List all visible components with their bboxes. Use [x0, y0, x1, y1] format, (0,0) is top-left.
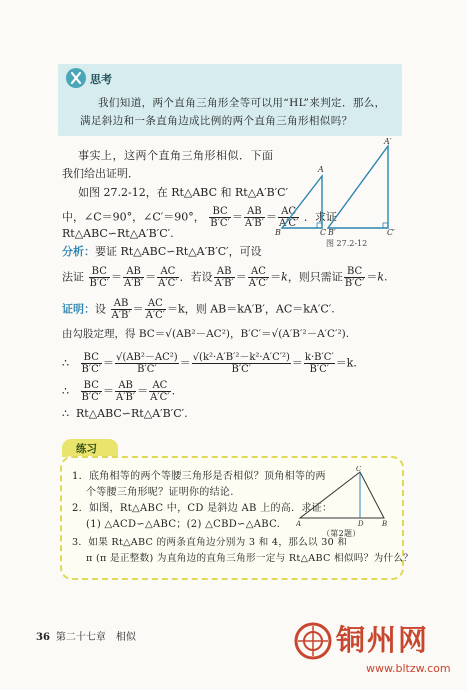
exercise-line: 个等腰三角形呢？证明你的结论.: [86, 487, 234, 498]
fraction: $\frac{AC}{A'C'}$: [145, 298, 166, 321]
proof-line: ∴ $\frac{BC}{B'C'}$ ＝ $\frac{AB}{A'B'}$ ＝ $\frac{AC}{A'C'}$ .: [62, 380, 176, 403]
exercise-line: 2．如图，Rt△ABC 中，CD 是斜边 AB 上的高．求证：: [72, 503, 333, 514]
proof-text: 设: [95, 302, 106, 316]
equals: ＝: [132, 302, 144, 316]
body-line: 我们给出证明．: [62, 167, 139, 180]
label-C1: C′: [387, 228, 395, 236]
fraction: $\frac{AC}{A'C'}$: [150, 380, 170, 403]
equals: ＝: [103, 384, 115, 398]
proof-label: 证明：: [62, 302, 95, 316]
fraction: $\frac{BC}{B'C'}$: [81, 380, 102, 403]
label-A: A: [296, 520, 302, 528]
fraction: $\frac{\text{√(k²·A′B′²－k²·A′C′²)}}{B'C'}$: [192, 352, 290, 375]
analysis-text: ．若设: [179, 270, 213, 284]
label-A: A: [318, 165, 324, 174]
equals: ＝: [270, 270, 282, 284]
page-footer: [36, 628, 136, 643]
proof-text: Rt△ABC∽Rt△A′B′C′.: [76, 407, 188, 420]
think-box: [58, 64, 402, 136]
exercise-figure-caption: （第2题）: [322, 529, 361, 538]
proof-text: ＝k，则 AB＝kA′B′，AC＝kA′C′.: [167, 302, 335, 316]
exercise-tab: [62, 439, 118, 457]
analysis-text: 要证 Rt△ABC∽Rt△A′B′C′，可设: [95, 245, 262, 258]
equals: ＝: [366, 270, 378, 284]
think-icon: [66, 68, 86, 88]
fraction: $\frac{AC}{A'C'}$: [248, 266, 269, 289]
analysis-text: ，则只需证: [287, 270, 343, 284]
exercise-title: 练习: [76, 443, 97, 455]
exercise-line: (1) △ACD∽△ABC；(2) △CBD∽△ABC.: [86, 519, 281, 530]
equals: ＝: [235, 270, 247, 284]
fraction: $\frac{BC}{B'C'}$: [81, 352, 102, 375]
fraction: $\frac{k\cdot B'C'}{B'C'}$: [304, 352, 334, 375]
equals: ＝: [111, 270, 123, 284]
fraction: $\frac{\text{√(AB²－AC²)}}{B'C'}$: [116, 352, 178, 375]
analysis-line: 法证 $\frac{BC}{B'C'}$ ＝ $\frac{AB}{A'B'}$ ＝ $\frac{AC}{A'C'}$ ．若设 $\frac{AB}{A'B'}$ ＝ $\frac{AC}{A'C'}$ ＝k，则只需证 $\frac{BC}{B'C'}$ ＝k.: [62, 266, 388, 289]
body-line: Rt△ABC∽Rt△A′B′C′.: [62, 227, 174, 240]
body-line: 如图 27.2-12，在 Rt△ABC 和 Rt△A′B′C′: [78, 186, 289, 199]
analysis-text: 法证: [62, 270, 84, 284]
body-text: ．求证: [303, 210, 337, 224]
equals: ＝: [103, 356, 115, 370]
fraction: $\frac{BC}{B'C'}$: [89, 266, 110, 289]
equals: ＝: [231, 210, 243, 224]
exercise-line: π (π 是正整数) 为直角边的直角三角形一定与 Rt△ABC 相似吗？为什么？: [86, 553, 414, 564]
think-title: 思考: [90, 73, 112, 86]
analysis-line: [62, 244, 262, 260]
triangle-figure: [270, 136, 420, 236]
fraction: $\frac{AB}{A'B'}$: [116, 380, 136, 403]
equals: ＝: [137, 384, 149, 398]
equals: ＝: [291, 356, 303, 370]
fraction: $\frac{AB}{A'B'}$: [214, 266, 234, 289]
label-B: B: [382, 520, 388, 528]
proof-line: [62, 298, 335, 321]
fraction: $\frac{AC}{A'C'}$: [158, 266, 178, 289]
watermark-name: 铜州网: [336, 623, 430, 657]
proof-line: 由勾股定理，得 BC＝√(AB²－AC²)，B′C′＝√(A′B′²－A′C′²).: [62, 328, 350, 340]
watermark-logo-icon: [294, 622, 332, 660]
proof-line: [62, 352, 357, 375]
label-D: D: [358, 520, 364, 528]
fraction: $\frac{AB}{A'B'}$: [111, 298, 131, 321]
equals: ＝: [265, 210, 277, 224]
fraction: $\frac{AB}{A'B'}$: [124, 266, 144, 289]
fraction: $\frac{BC}{B'C'}$: [344, 266, 365, 289]
exercise-figure: [296, 466, 396, 528]
figure-caption: 图 27.2-12: [326, 239, 368, 248]
fraction: $\frac{BC}{B'C'}$: [210, 206, 230, 229]
k-symbol: k: [281, 270, 288, 284]
page-number: 36: [36, 632, 50, 643]
chapter-title: 第二十七章 相似: [55, 632, 136, 643]
label-B: B: [275, 228, 281, 236]
therefore-symbol: ∴: [62, 384, 69, 398]
watermark-url: www.bltzw.com: [366, 662, 451, 675]
equals: ＝: [145, 270, 157, 284]
watermark: [292, 618, 462, 684]
equals: ＝: [179, 356, 191, 370]
fraction: $\frac{AB}{A'B'}$: [244, 206, 264, 229]
label-C: C: [356, 466, 362, 473]
k-symbol: k: [377, 270, 385, 284]
label-C: C: [320, 228, 327, 236]
therefore-symbol: ∴: [62, 356, 69, 370]
proof-line: [62, 406, 188, 422]
think-text: 我们知道，两个直角三角形全等可以用“HL”来判定．那么，满足斜边和一条直角边成比例的两个直角三角形相似吗？: [80, 97, 386, 127]
body-line: 事实上，这两个直角三角形相似．下面: [78, 149, 274, 162]
fraction: $\frac{AC}{A'C'}$: [278, 206, 299, 229]
body-text: 中，∠C＝90°，∠C′＝90°，: [62, 210, 205, 224]
exercise-line: 1．底角相等的两个等腰三角形是否相似？顶角相等的两: [72, 471, 326, 482]
proof-text: ＝k.: [335, 356, 357, 370]
label-B1: B′: [328, 228, 336, 236]
analysis-label: 分析：: [62, 245, 95, 258]
exercise-line: 3．如果 Rt△ABC 的两条直角边分别为 3 和 4，那么以 30 和: [72, 537, 348, 548]
label-A1: A′: [384, 137, 392, 146]
therefore-symbol: ∴: [62, 407, 69, 420]
